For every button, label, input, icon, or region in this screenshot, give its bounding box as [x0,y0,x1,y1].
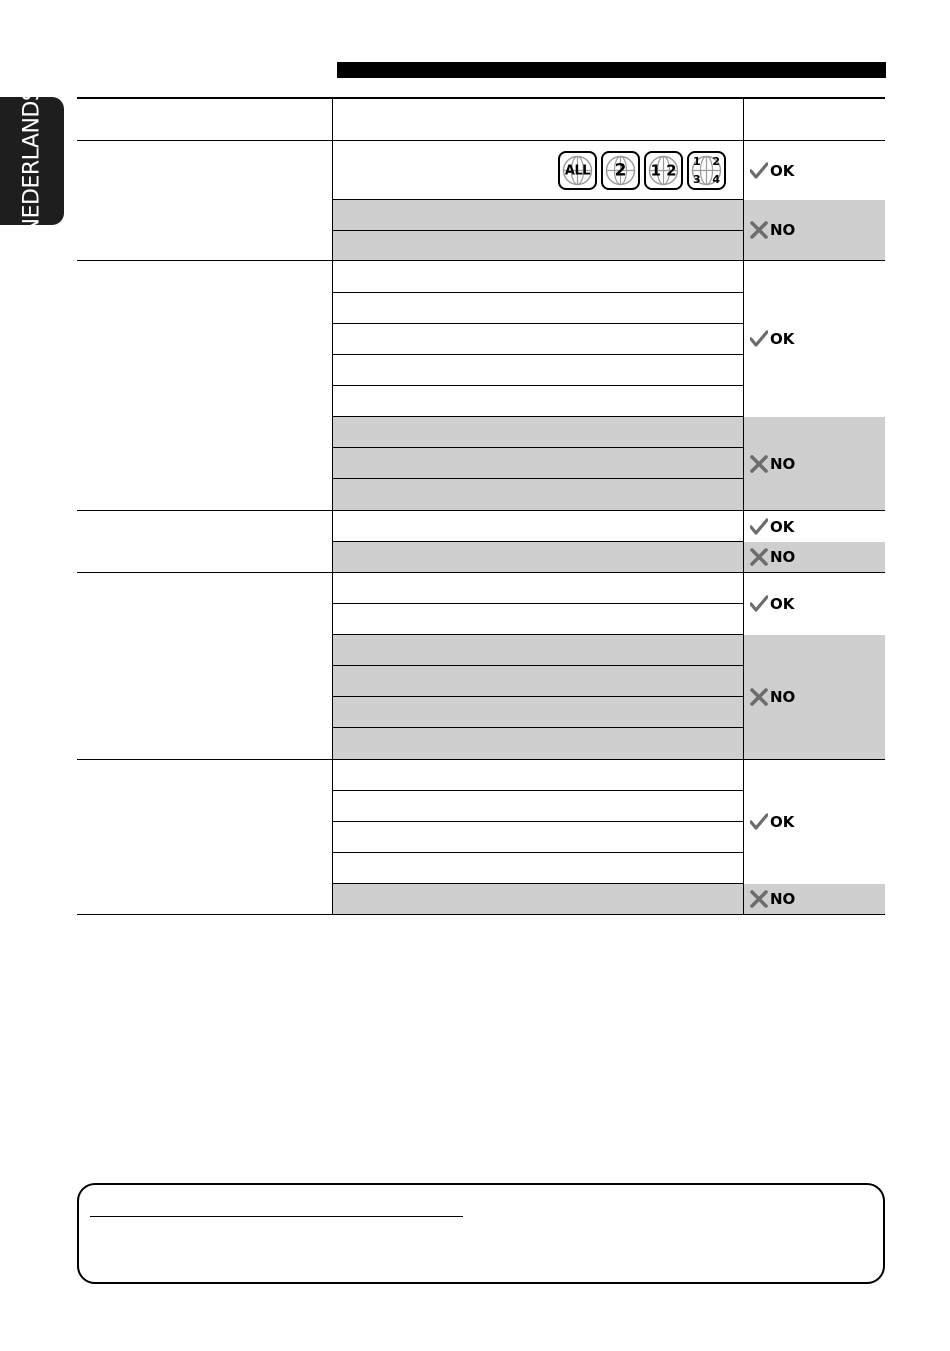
table-row [333,355,743,386]
title-bar [337,62,886,78]
no-label: NO [770,454,796,473]
note-heading-underline [90,1216,463,1217]
ok-badge [750,330,794,348]
status-cell [744,884,885,914]
no-badge [750,221,795,239]
region-code-icons [558,151,726,190]
table-row [333,822,743,853]
table-row [333,448,743,479]
no-label: NO [770,221,796,239]
status-cell [744,141,885,200]
globe-icon [644,151,683,190]
ok-label: OK [770,161,795,180]
status-cell [744,200,885,260]
ok-badge [750,162,794,180]
ok-label: OK [770,517,795,536]
status-cell [744,511,885,542]
status-cell [744,417,885,510]
table-row [333,760,743,791]
check-mark-icon [750,162,768,180]
ok-label: OK [770,595,795,613]
globe-icon [687,151,726,190]
no-badge [750,548,795,566]
table-row [333,791,743,822]
no-label: NO [770,890,796,908]
cross-mark-icon [750,221,768,239]
status-cell [744,635,885,759]
ok-badge [750,813,794,831]
table-row [333,261,743,293]
region-2-label: 2 [614,160,627,180]
table-row [333,293,743,324]
table-row [333,324,743,355]
no-label: NO [770,548,796,566]
table-row [333,386,743,417]
ok-badge [750,518,794,536]
cross-mark-icon [750,548,768,566]
table-row [333,728,743,759]
table-row [333,573,743,604]
table-row [333,511,743,542]
note-box [77,1183,885,1284]
status-cell [744,542,885,572]
table-top-rule [77,97,885,99]
globe-icon [558,151,597,190]
region-corner-label: 1 [693,155,701,168]
cross-mark-icon [750,688,768,706]
ok-label: OK [770,330,795,348]
check-mark-icon [750,595,768,613]
table-row [333,542,743,572]
table-row [333,231,743,260]
ok-badge [750,595,794,613]
region-corner-label: 4 [712,173,720,186]
table-row [333,635,743,666]
table-row [333,417,743,448]
check-mark-icon [750,518,768,536]
no-badge [750,688,795,706]
language-tab-label: NEDERLANDS [19,87,45,235]
table-row [333,200,743,231]
region-1-2-label: 1 2 [650,161,677,179]
column-rule [743,97,744,915]
region-all-label: ALL [564,163,591,178]
no-badge [750,890,795,908]
table-row [333,884,743,914]
region-corner-label: 2 [712,155,720,168]
table-row [333,853,743,884]
cross-mark-icon [750,455,768,473]
no-label: NO [770,688,796,706]
status-cell [744,261,885,417]
globe-icon [601,151,640,190]
column-rule [332,97,333,915]
table-row [333,666,743,697]
table-bottom-rule [77,914,885,915]
region-corner-label: 3 [693,173,701,186]
table-row [333,697,743,728]
language-side-tab [0,87,64,235]
status-cell [744,573,885,635]
check-mark-icon [750,813,768,831]
status-cell [744,760,885,884]
ok-label: OK [770,813,795,831]
cross-mark-icon [750,890,768,908]
table-row [333,479,743,510]
no-badge [750,455,795,473]
check-mark-icon [750,330,768,348]
table-row [333,604,743,635]
